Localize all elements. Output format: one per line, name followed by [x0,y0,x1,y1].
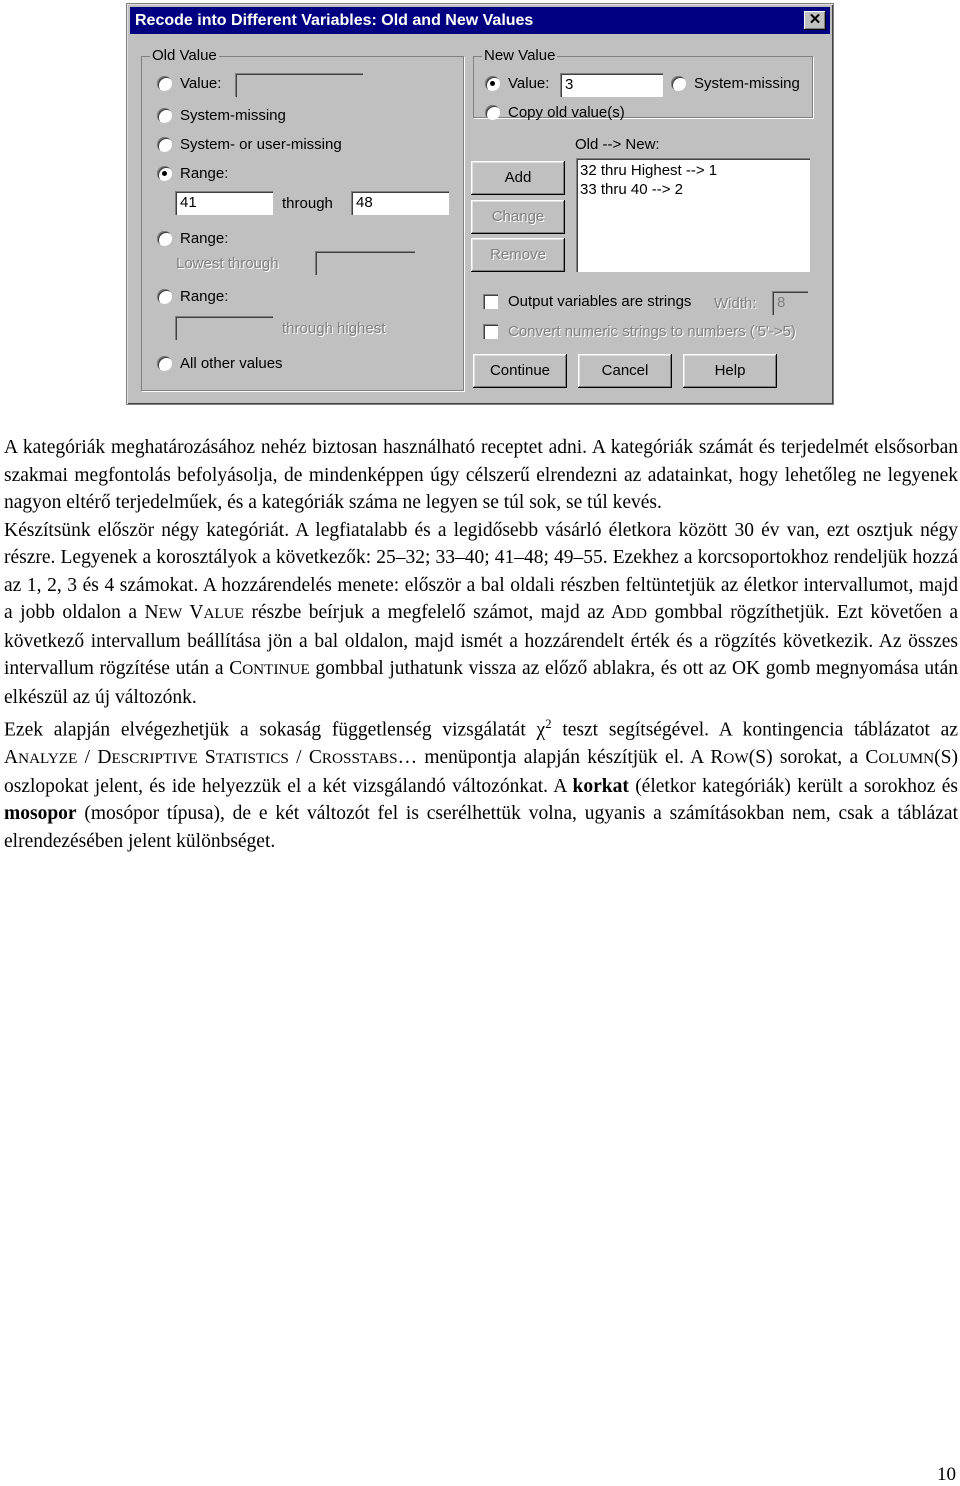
new-value-radio[interactable] [485,76,500,91]
range-lowest-radio[interactable] [157,231,172,246]
lowest-through-input[interactable] [315,251,415,275]
dialog-titlebar [130,7,830,34]
old-new-label: Old --> New: [575,136,660,153]
old-value-label: Value: [180,75,222,92]
remove-button[interactable]: Remove [471,238,565,272]
old-value-input[interactable] [235,73,363,97]
help-button[interactable]: Help [683,354,777,388]
range-lowest-label: Range: [180,230,229,247]
output-strings-label: Output variables are strings [508,293,692,310]
new-value-legend: New Value [484,47,556,64]
all-other-values-label: All other values [180,355,283,372]
continue-button[interactable]: Continue [473,354,567,388]
list-item[interactable]: 33 thru 40 --> 2 [580,181,683,198]
list-item[interactable]: 32 thru Highest --> 1 [580,162,718,179]
old-value-radio[interactable] [157,76,172,91]
convert-numeric-label: Convert numeric strings to numbers ('5'->5) [508,323,796,340]
dialog-title: Recode into Different Variables: Old and New Values [135,12,534,29]
range-highest-label: Range: [180,288,229,305]
through-highest-input[interactable] [175,316,273,340]
page-number: 10 [937,1464,956,1485]
close-button[interactable]: ✕ [804,11,826,30]
all-other-values-radio[interactable] [157,356,172,371]
lowest-through-label: Lowest through [176,255,279,272]
system-or-user-missing-label: System- or user-missing [180,136,342,153]
range-radio[interactable] [157,166,172,181]
change-button[interactable]: Change [471,200,565,234]
through-highest-label: through highest [282,320,386,337]
copy-old-values-label: Copy old value(s) [508,104,625,121]
recode-old-new-dialog [126,3,834,405]
range-label: Range: [180,165,229,182]
through-label: through [282,195,333,212]
paragraph-3: Ezek alapján elvégezhetjük a sokaság függetlenség vizsgálatát $\chi^2$ teszt segítségével. A kontingencia táblázatot az ANALYZE / DESCRIPTIVE STATISTICS / CROSSTABS… menüpontja alapján készítjük el. A ROW(S) sorokat, a COLUMN(S) oszlopokat jelent, és ide helyezzük el a két vizsgálandó változónkat. A korkat (életkor kategóriák) került a sorokhoz és mosopor (mosópor típusa), de e két változót fel is cserélhettük volna, ugyanis a számításokban nem, csak a táblázat elrendezésében jelent különbséget. [4,717,958,852]
new-system-missing-radio[interactable] [671,76,686,91]
system-or-user-missing-radio[interactable] [157,137,172,152]
copy-old-values-radio[interactable] [485,105,500,120]
paragraph-2: Készítsünk először négy kategóriát. A legfiatalabb és a legidősebb vásárló életkora között 30 év van, ezt osztjuk négy részre. Legyenek a korosztályok a következők: 25–32; 33–40; 41–48; 49–55. Ezekhez a korcsoportokhoz rendeljük hozzá az 1, 2, 3 és 4 számokat. A hozzárendelés menete: először a bal oldali részben feltüntetjük az életkor intervallumot, majd a jobb oldalon a NEW VALUE részbe beírjuk a megfelelő számot, majd az ADD gombbal rögzíthetjük. Ezt követően a következő intervallum beállítása jön a bal oldalon, majd ismét a hozzárendelt érték és a rögzítés következik. Az összes intervallum rögzítése után a CONTINUE gombbal juthatunk vissza az előző ablakra, és ott az OK gomb megnyomása után elkészül az új változónk. [4,519,958,708]
paragraph-1: A kategóriák meghatározásához nehéz biztosan használható receptet adni. A kategóriák számát és terjedelmét elsősorban szakmai megfontolás befolyásolja, de mindenképpen úgy célszerű elrendezni az adatainkat, hogy lehetőleg ne legyenek nagyon eltérő terjedelműek, és a kategóriák száma ne legyen se túl sok, se túl kevés. [4,437,958,513]
system-missing-radio[interactable] [157,108,172,123]
range-highest-radio[interactable] [157,289,172,304]
range-to-input[interactable]: 48 [351,191,449,215]
width-input[interactable]: 8 [772,291,808,315]
system-missing-label: System-missing [180,107,286,124]
old-new-list[interactable] [576,158,810,272]
add-button[interactable]: Add [471,161,565,195]
body-text [4,434,958,855]
width-label: Width: [714,295,757,312]
old-value-group [141,47,464,391]
cancel-button[interactable]: Cancel [578,354,672,388]
new-value-input[interactable]: 3 [560,73,663,97]
old-value-legend: Old Value [152,47,217,64]
new-value-group [473,47,813,121]
new-value-label: Value: [508,75,550,92]
convert-numeric-checkbox[interactable] [483,324,498,339]
range-from-input[interactable]: 41 [175,191,273,215]
output-strings-checkbox[interactable] [483,294,498,309]
new-system-missing-label: System-missing [694,75,800,92]
